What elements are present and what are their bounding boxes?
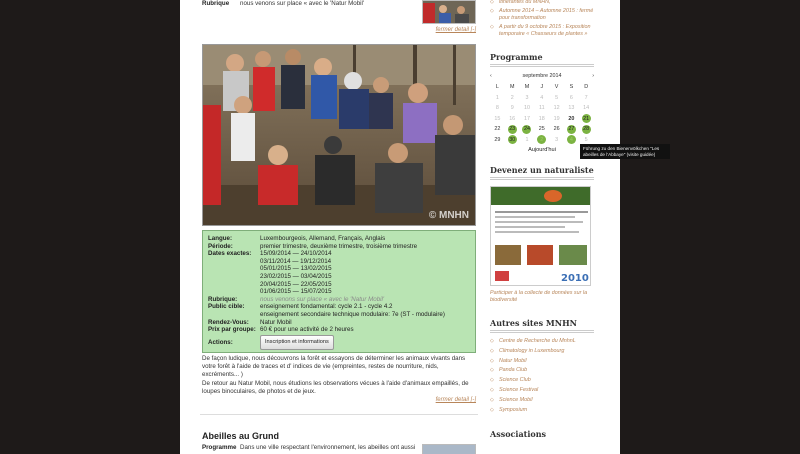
naturaliste-title: Devenez un naturaliste <box>490 165 594 175</box>
calendar-day[interactable] <box>505 124 520 135</box>
activity-description <box>202 355 476 396</box>
date-range: 23/02/2015 — 03/04/2015 <box>260 272 332 280</box>
calendar-day-number: 5 <box>584 136 588 143</box>
date-range: 05/01/2015 — 13/02/2015 <box>260 265 332 273</box>
date-range: 03/11/2014 — 19/12/2014 <box>260 257 332 265</box>
calendar-day <box>579 103 594 114</box>
calendar-day-number: 9 <box>510 105 514 112</box>
calendar-day-number: 24 <box>523 126 530 133</box>
calendar-today-link[interactable]: Aujourd'hui <box>528 147 556 153</box>
calendar-day <box>534 93 549 104</box>
photo-copyright: © MNHN <box>428 210 469 221</box>
info-value: premier trimestre, deuxième trimestre, troisième trimestre <box>260 242 418 250</box>
calendar-day <box>520 103 535 114</box>
info-label: Langue: <box>208 235 233 242</box>
news-item[interactable]: ◇ itinérantes du MNHN, <box>490 0 594 6</box>
site-link[interactable]: ◇ Centre de Recherche du MnhnL <box>490 337 594 347</box>
activity-info-box <box>202 230 476 353</box>
calendar-day <box>549 114 564 125</box>
calendar-day-number: 18 <box>538 115 545 122</box>
sites-list <box>490 337 594 415</box>
calendar-day[interactable] <box>564 135 579 146</box>
news-item[interactable]: ◇ A partir du 9 octobre 2015 : Exposition temporaire « Chasseurs de plantes » <box>490 24 594 38</box>
poster-year: 2010 <box>561 273 589 284</box>
calendar-day-number: 10 <box>523 105 530 112</box>
calendar-weekday: L <box>495 84 499 91</box>
info-value: enseignement fondamental: cycle 2.1 - cycle 4.2 <box>260 303 393 311</box>
info-value: nous venons sur place « avec le 'Natur Mobil' <box>260 295 385 303</box>
actions-label: Actions: <box>208 338 233 346</box>
calendar-day-number: 4 <box>567 135 576 144</box>
calendar-day <box>520 93 535 104</box>
naturaliste-caption[interactable]: Participer à la collecte de données sur la biodiversité <box>490 290 588 303</box>
calendar-weekday: M <box>509 84 515 91</box>
calendar-day <box>534 103 549 114</box>
calendar-day-number: 3 <box>555 136 559 143</box>
calendar-day-number: 28 <box>583 126 590 133</box>
calendar-day-number: 19 <box>553 115 560 122</box>
calendar <box>490 73 594 153</box>
calendar-weekday: D <box>584 84 589 91</box>
divider <box>490 330 594 333</box>
calendar-day-number: 23 <box>509 126 516 133</box>
calendar-tooltip: Führung zu den Bienenvölkchen "Les abeilles de l'Abbaye" (visite guidée) <box>580 144 670 159</box>
calendar-day-number: 29 <box>494 136 501 143</box>
site-link[interactable]: ◇ Symposium <box>490 406 594 416</box>
calendar-day-number: 5 <box>555 94 559 101</box>
page <box>180 0 620 454</box>
calendar-day[interactable] <box>534 135 549 146</box>
divider <box>200 414 478 415</box>
calendar-day-number: 2 <box>510 94 514 101</box>
calendar-day-number: 15 <box>494 115 501 122</box>
associations-title: Associations <box>490 429 547 440</box>
calendar-day-number: 2 <box>537 135 546 144</box>
calendar-day <box>490 135 505 146</box>
calendar-day <box>549 135 564 146</box>
calendar-weekday: J <box>540 84 544 91</box>
news-item[interactable]: ◇ Automne 2014 – Automne 2015 : fermé pour transformation <box>490 8 594 22</box>
info-label: Rubrique: <box>208 295 238 303</box>
calendar-day[interactable] <box>505 135 520 146</box>
close-detail-link[interactable]: fermer detail [-] <box>435 397 476 403</box>
info-value: Luxembourgeois, Allemand, Français, Anglais <box>260 235 386 242</box>
info-label: Dates exactes: <box>208 250 252 258</box>
calendar-day-number: 16 <box>509 115 516 122</box>
calendar-day <box>564 93 579 104</box>
calendar-day <box>490 103 505 114</box>
calendar-day-number: 3 <box>525 94 529 101</box>
calendar-day <box>534 114 549 125</box>
calendar-grid <box>490 82 594 145</box>
calendar-day-number: 25 <box>538 126 545 133</box>
calendar-day-number: 26 <box>553 126 560 133</box>
divider <box>490 177 594 180</box>
autres-sites-title: Autres sites MNHN <box>490 318 577 328</box>
calendar-next-button[interactable]: › <box>592 73 594 79</box>
programme-text: Dans une ville respectant l'environnement, les abeilles ont aussi <box>240 444 416 451</box>
calendar-day-number: 30 <box>509 136 516 143</box>
site-link[interactable]: ◇ Climatology in Luxembourg <box>490 347 594 357</box>
site-link[interactable]: ◇ Science Mobil <box>490 396 594 406</box>
calendar-day <box>549 103 564 114</box>
info-label: Prix par groupe: <box>208 326 256 334</box>
calendar-prev-button[interactable]: ‹ <box>490 73 492 79</box>
calendar-day-number: 20 <box>568 115 575 122</box>
close-detail-link[interactable]: fermer detail [-] <box>435 27 476 33</box>
description-paragraph: De façon ludique, nous découvrons la forêt et essayons de déterminer les animaux vivants dans votre forêt à l'aide de traces et d' indices de vie (empreintes, restes de nourriture, nids, excréments... ) <box>202 355 466 379</box>
calendar-weekday: S <box>569 84 574 91</box>
date-range: 01/06/2015 — 15/07/2015 <box>260 288 332 296</box>
sidebar <box>490 0 594 439</box>
rubrique-text: nous venons sur place « avec le 'Natur Mobil' <box>240 0 365 7</box>
calendar-day <box>490 124 505 135</box>
calendar-day-number: 7 <box>584 94 588 101</box>
calendar-day-number: 27 <box>568 126 575 133</box>
entry-thumbnail[interactable] <box>422 444 476 454</box>
calendar-weekday: M <box>524 84 530 91</box>
previous-entry <box>200 0 478 33</box>
calendar-day <box>520 114 535 125</box>
calendar-day-number: 22 <box>494 126 501 133</box>
calendar-day <box>490 114 505 125</box>
calendar-day-number: 6 <box>569 94 573 101</box>
site-link[interactable]: ◇ Natur Mobil <box>490 357 594 367</box>
calendar-day-number: 12 <box>553 105 560 112</box>
calendar-day <box>549 93 564 104</box>
site-link[interactable]: ◇ Panda Club <box>490 366 594 376</box>
calendar-day[interactable] <box>564 124 579 135</box>
calendar-day <box>505 103 520 114</box>
info-value: 60 € pour une activité de 2 heures <box>260 326 354 334</box>
calendar-day <box>520 135 535 146</box>
calendar-day[interactable] <box>579 124 594 135</box>
info-value: enseignement secondaire technique modulaire: 7e (ST - modulaire) <box>260 310 445 318</box>
calendar-day-number: 1 <box>495 94 499 101</box>
calendar-day <box>490 93 505 104</box>
calendar-day-number: 4 <box>540 94 544 101</box>
rubrique-label: Rubrique <box>202 0 230 7</box>
calendar-day <box>549 124 564 135</box>
calendar-day <box>579 93 594 104</box>
calendar-day[interactable] <box>520 124 535 135</box>
calendar-day <box>564 114 579 125</box>
calendar-day-number: 8 <box>495 105 499 112</box>
info-label: Public cible: <box>208 303 245 311</box>
calendar-day-number: 14 <box>583 105 590 112</box>
calendar-day <box>505 93 520 104</box>
calendar-day <box>505 114 520 125</box>
calendar-day-number: 11 <box>538 105 545 112</box>
info-value: Natur Mobil <box>260 318 292 326</box>
date-range: 15/09/2014 — 24/10/2014 <box>260 250 332 258</box>
date-range: 20/04/2015 — 22/05/2015 <box>260 280 332 288</box>
calendar-day-number: 21 <box>583 115 590 122</box>
registration-button[interactable]: Inscription et informations <box>260 335 334 351</box>
calendar-day-number: 17 <box>523 115 530 122</box>
naturaliste-poster[interactable] <box>490 186 591 286</box>
info-label: Rendez-Vous: <box>208 318 249 326</box>
calendar-day-number: 1 <box>525 136 529 143</box>
news-list <box>490 0 594 38</box>
description-paragraph: De retour au Natur Mobil, nous étudions les observations vécues à l'aide d'animaux empaillés, de loupes binoculaires, de photos et de jeux. <box>202 379 469 395</box>
info-label: Période: <box>208 242 233 250</box>
site-link[interactable]: ◇ Science Festival <box>490 386 594 396</box>
entry-thumbnail[interactable] <box>422 0 476 24</box>
calendar-day[interactable] <box>579 114 594 125</box>
divider <box>490 64 594 67</box>
programme-title: Programme <box>490 52 543 62</box>
calendar-month: septembre 2014 <box>522 73 562 79</box>
programme-label: Programme <box>202 444 237 451</box>
activity-photo <box>202 44 476 226</box>
site-link[interactable]: ◇ Science Club <box>490 376 594 386</box>
calendar-day <box>564 103 579 114</box>
calendar-weekday: V <box>554 84 559 91</box>
calendar-day <box>534 124 549 135</box>
calendar-day-number: 13 <box>568 105 575 112</box>
section-title[interactable]: Abeilles au Grund <box>202 431 280 441</box>
